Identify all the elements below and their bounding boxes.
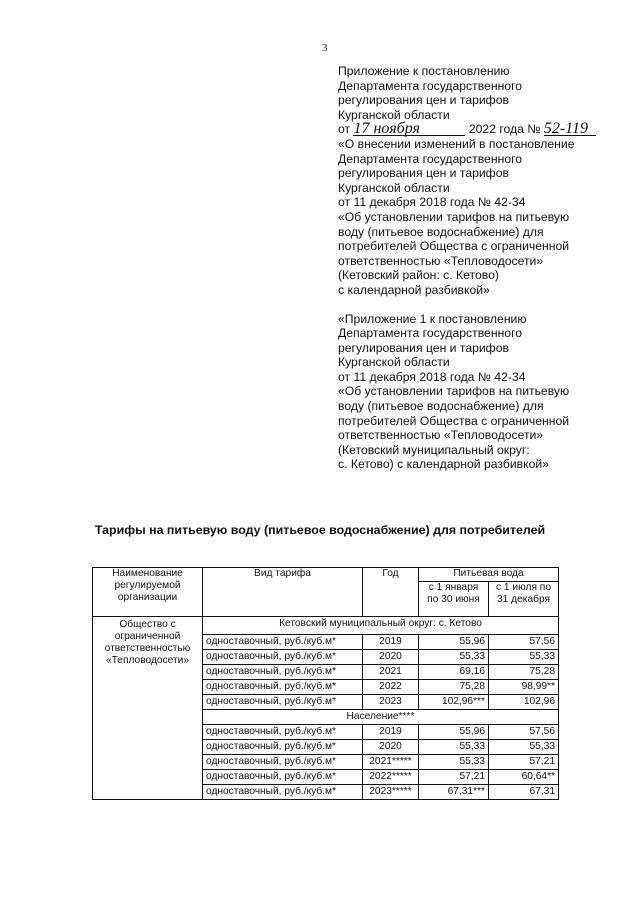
header-tariff-type: Вид тарифа bbox=[203, 568, 363, 617]
period1-cell: 55,96 bbox=[419, 635, 489, 650]
amend-line: Департамента государственного bbox=[338, 151, 523, 166]
appendix-line: Приложение к постановлению bbox=[338, 64, 510, 78]
period2-cell: 55,33 bbox=[489, 650, 559, 665]
header-year: Год bbox=[363, 568, 419, 617]
section-label: Население**** bbox=[203, 710, 559, 725]
amend-line: от 11 декабря 2018 года № 42-34 bbox=[338, 195, 526, 210]
period1-cell: 102,96*** bbox=[419, 695, 489, 710]
handwritten-date: 17 ноября bbox=[353, 123, 465, 136]
header-period-1: с 1 января по 30 июня bbox=[419, 582, 489, 617]
year-cell: 2023***** bbox=[363, 785, 419, 800]
org-name: Общество с ограниченной ответственностью «Тепловодосети» bbox=[93, 617, 203, 800]
attachment-line: Департамента государственного bbox=[338, 326, 523, 341]
period2-cell: 75,28 bbox=[489, 665, 559, 680]
amend-line: регулирования цен и тарифов bbox=[338, 166, 509, 181]
amend-line: «Об установлении тарифов на питьевую bbox=[338, 209, 570, 224]
period1-cell: 75,28 bbox=[419, 680, 489, 695]
tariff-type-cell: одноставочный, руб./куб.м* bbox=[203, 755, 363, 770]
year-cell: 2023 bbox=[363, 695, 419, 710]
period2-cell: 57,21 bbox=[489, 755, 559, 770]
amend-line: воду (питьевое водоснабжение) для bbox=[338, 224, 544, 239]
period1-cell: 55,33 bbox=[419, 755, 489, 770]
attachment-line: (Кетовский муниципальный округ: bbox=[338, 442, 530, 457]
tariff-type-cell: одноставочный, руб./куб.м* bbox=[203, 650, 363, 665]
section-label: Кетовский муниципальный округ: с. Кетово bbox=[203, 617, 559, 635]
header-period-2: с 1 июля по 31 декабря bbox=[489, 582, 559, 617]
tariff-type-cell: одноставочный, руб./куб.м* bbox=[203, 665, 363, 680]
attachment-line: «Об установлении тарифов на питьевую bbox=[338, 384, 570, 399]
header-row bbox=[93, 568, 559, 582]
year-cell: 2019 bbox=[363, 725, 419, 740]
period1-cell: 67,31*** bbox=[419, 785, 489, 800]
tariff-type-cell: одноставочный, руб./куб.м* bbox=[203, 770, 363, 785]
tariff-type-cell: одноставочный, руб./куб.м* bbox=[203, 725, 363, 740]
amend-line: Курганской области bbox=[338, 180, 450, 195]
tariff-type-cell: одноставочный, руб./куб.м* bbox=[203, 740, 363, 755]
header-org: Наименование регулируемой организации bbox=[93, 568, 203, 617]
year-cell: 2020 bbox=[363, 740, 419, 755]
year-text: 2022 года № bbox=[468, 122, 541, 137]
table-title: Тарифы на питьевую воду (питьевое водоснабжение) для потребителей bbox=[94, 523, 546, 537]
period1-cell: 55,96 bbox=[419, 725, 489, 740]
tariff-table bbox=[92, 567, 559, 800]
year-cell: 2022***** bbox=[363, 770, 419, 785]
amend-line: потребителей Общества с ограниченной bbox=[338, 239, 570, 254]
attachment-line: с. Кетово) с календарной разбивкой» bbox=[338, 457, 549, 472]
year-cell: 2020 bbox=[363, 650, 419, 665]
attachment-line: Курганской области bbox=[338, 355, 450, 370]
year-cell: 2021 bbox=[363, 665, 419, 680]
header-water: Питьевая вода bbox=[419, 568, 559, 582]
period1-cell: 57,21 bbox=[419, 770, 489, 785]
period2-cell: 55,33 bbox=[489, 740, 559, 755]
attachment-line: регулирования цен и тарифов bbox=[338, 340, 509, 355]
handwritten-number: 52-119 bbox=[544, 123, 596, 136]
attachment-line: ответственностью «Тепловодосети» bbox=[338, 428, 544, 443]
amend-line: ответственностью «Тепловодосети» bbox=[338, 253, 544, 268]
tariff-type-cell: одноставочный, руб./куб.м* bbox=[203, 785, 363, 800]
period2-cell: 67,31 bbox=[489, 785, 559, 800]
amend-line: с календарной разбивкой» bbox=[338, 282, 490, 297]
attachment-line: «Приложение 1 к постановлению bbox=[338, 311, 527, 326]
date-prefix: от bbox=[338, 122, 351, 137]
year-cell: 2019 bbox=[363, 635, 419, 650]
amend-line: «О внесении изменений в постановление bbox=[338, 136, 575, 151]
period2-cell: 60,64** bbox=[489, 770, 559, 785]
tariff-type-cell: одноставочный, руб./куб.м* bbox=[203, 635, 363, 650]
period2-cell: 98,99** bbox=[489, 680, 559, 695]
period1-cell: 69,16 bbox=[419, 665, 489, 680]
year-cell: 2021***** bbox=[363, 755, 419, 770]
year-cell: 2022 bbox=[363, 680, 419, 695]
spacer bbox=[338, 298, 628, 312]
period2-cell: 102,96 bbox=[489, 695, 559, 710]
amend-line: (Кетовский район: с. Кетово) bbox=[338, 268, 499, 283]
resolution-date-line bbox=[338, 122, 628, 137]
appendix-line: Департамента государственного bbox=[338, 78, 523, 93]
tariff-type-cell: одноставочный, руб./куб.м* bbox=[203, 680, 363, 695]
tariff-type-cell: одноставочный, руб./куб.м* bbox=[203, 695, 363, 710]
period1-cell: 55,33 bbox=[419, 650, 489, 665]
appendix-block bbox=[338, 64, 628, 472]
period2-cell: 57,56 bbox=[489, 635, 559, 650]
page-number: 3 bbox=[322, 42, 328, 54]
appendix-line: Курганской области bbox=[338, 107, 450, 122]
section-row bbox=[93, 617, 559, 635]
period2-cell: 57,56 bbox=[489, 725, 559, 740]
period1-cell: 55,33 bbox=[419, 740, 489, 755]
appendix-line: регулирования цен и тарифов bbox=[338, 93, 509, 108]
attachment-line: от 11 декабря 2018 года № 42-34 bbox=[338, 369, 526, 384]
attachment-line: воду (питьевое водоснабжение) для bbox=[338, 399, 544, 414]
attachment-line: потребителей Общества с ограниченной bbox=[338, 413, 570, 428]
